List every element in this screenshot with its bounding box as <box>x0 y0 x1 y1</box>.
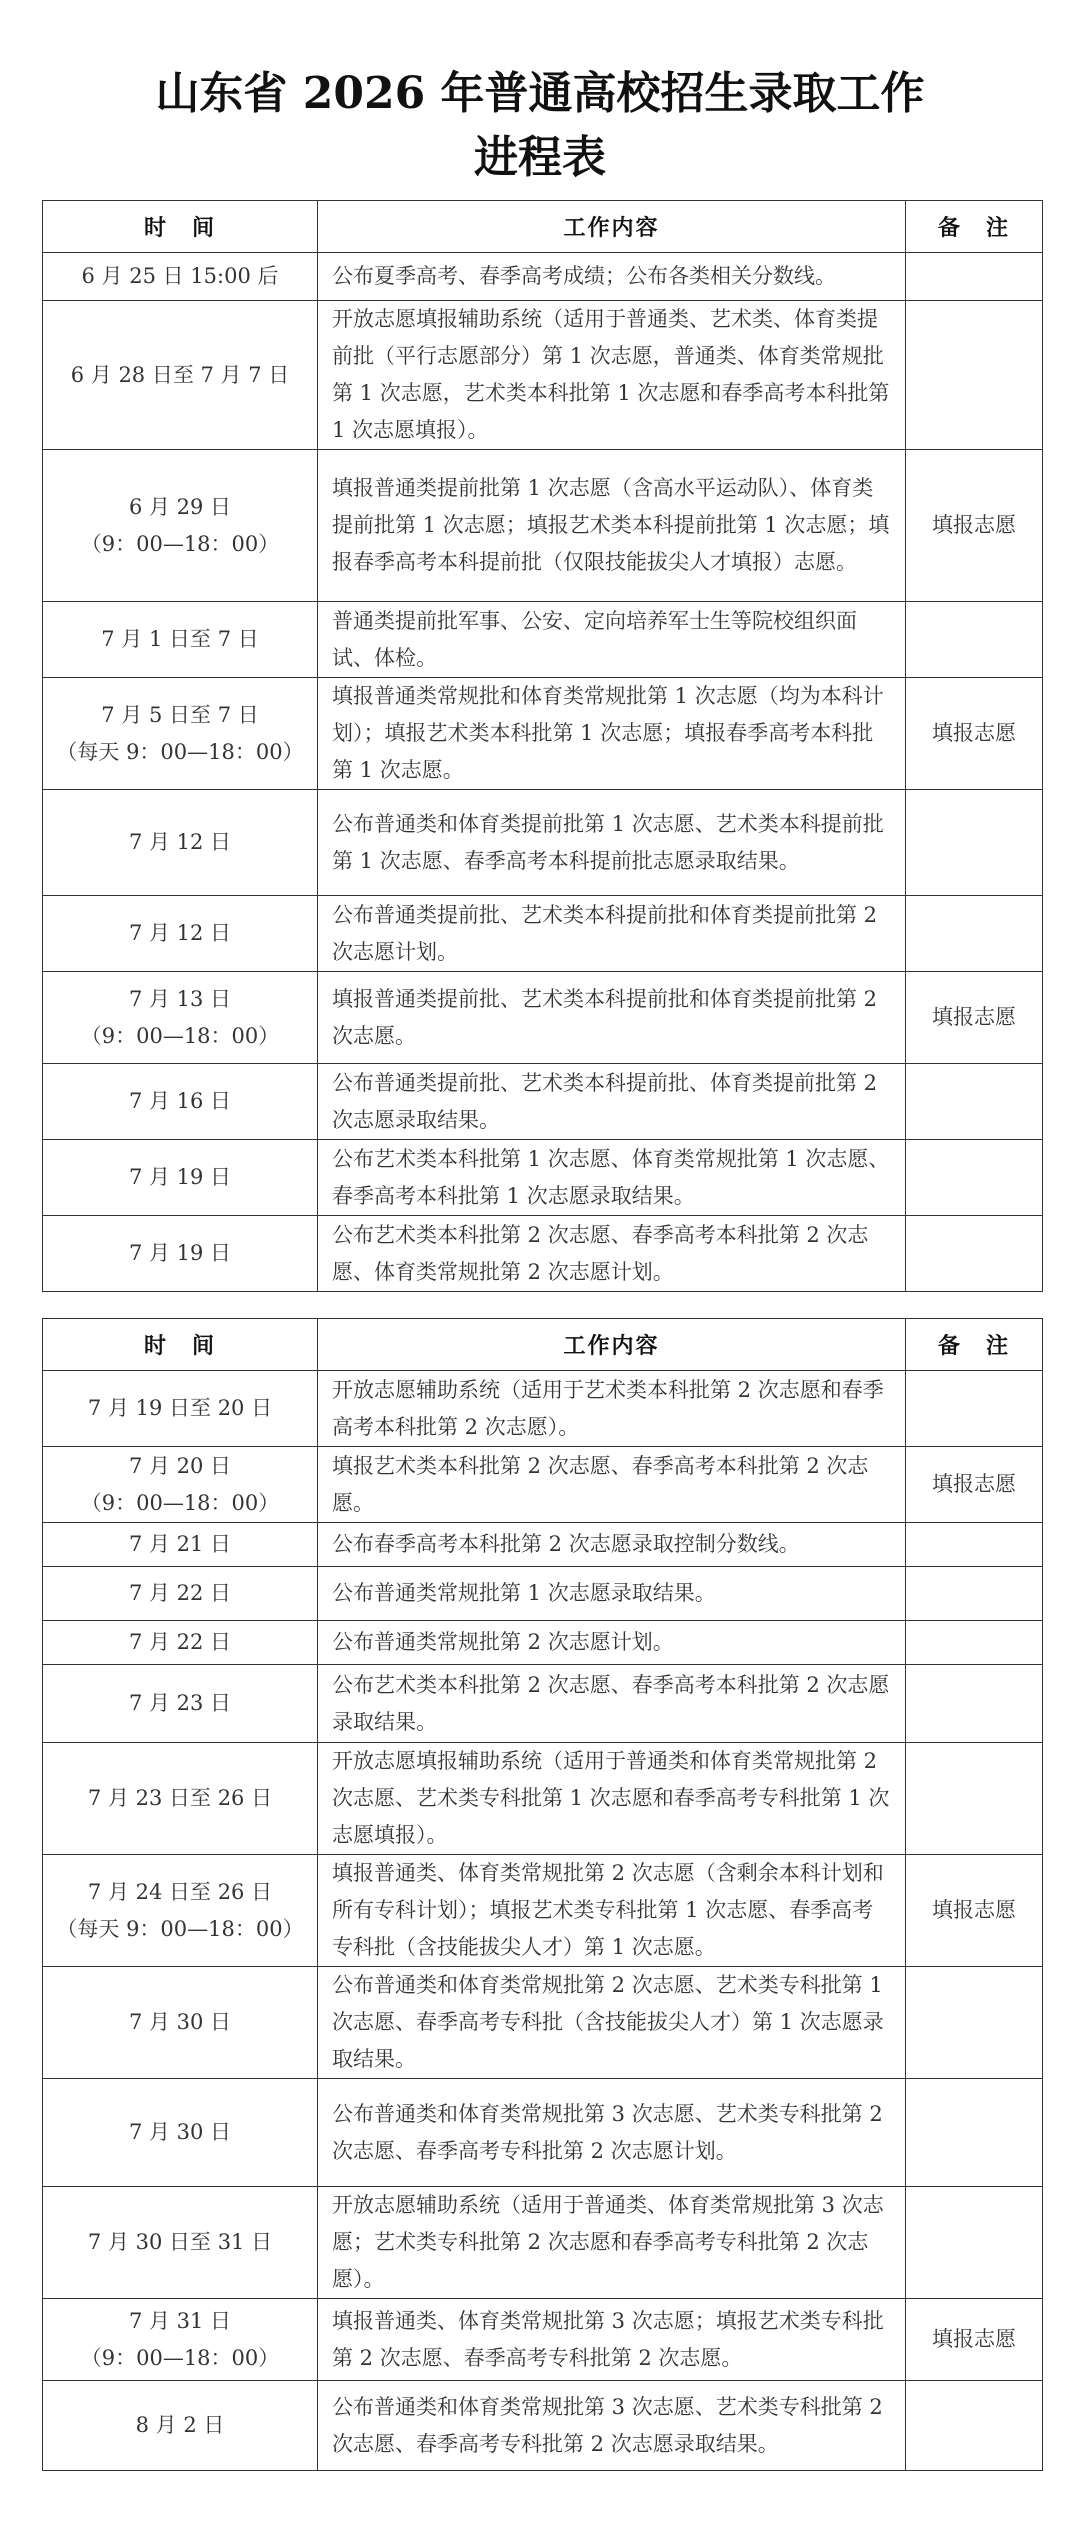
time-line: 7 月 12 日 <box>128 921 232 945</box>
table-row <box>43 301 1043 450</box>
cell-content: 公布普通类和体育类常规批第 3 次志愿、艺术类专科批第 2 次志愿、春季高考专科批第 2 次志愿计划。 <box>318 2079 906 2187</box>
table-header-row <box>43 1319 1043 1371</box>
cell-content: 公布普通类提前批、艺术类本科提前批、体育类提前批第 2 次志愿录取结果。 <box>318 1064 906 1140</box>
time-line: （9：00—18：00） <box>80 1023 280 1048</box>
cell-content: 填报普通类、体育类常规批第 3 次志愿；填报艺术类专科批第 2 次志愿、春季高考专科批第 2 次志愿。 <box>318 2299 906 2381</box>
cell-note: 填报志愿 <box>906 2299 1043 2381</box>
cell-note <box>906 1140 1043 1216</box>
cell-content: 公布春季高考本科批第 2 次志愿录取控制分数线。 <box>318 1523 906 1567</box>
cell-content: 开放志愿辅助系统（适用于普通类、体育类常规批第 3 次志愿；艺术类专科批第 2 次志愿和春季高考专科批第 2 次志愿）。 <box>318 2187 906 2299</box>
time-line: 7 月 31 日 <box>128 2308 232 2333</box>
cell-time <box>43 1064 318 1140</box>
cell-time <box>43 1855 318 1967</box>
cell-time <box>43 2299 318 2381</box>
table-row <box>43 1523 1043 1567</box>
time-line: 7 月 23 日至 26 日 <box>87 1786 273 1810</box>
time-line: 7 月 30 日 <box>128 2120 232 2144</box>
time-line: （每天 9：00—18：00） <box>56 739 304 764</box>
time-line: 6 月 28 日至 7 月 7 日 <box>70 362 290 387</box>
table-row <box>43 602 1043 678</box>
table-row <box>43 1064 1043 1140</box>
cell-content: 公布艺术类本科批第 1 次志愿、体育类常规批第 1 次志愿、春季高考本科批第 1 次志愿录取结果。 <box>318 1140 906 1216</box>
time-line: 7 月 12 日 <box>128 830 232 854</box>
time-line: 7 月 5 日至 7 日 <box>101 702 259 727</box>
table-row <box>43 2079 1043 2187</box>
time-line: 8 月 2 日 <box>135 2413 225 2437</box>
time-line: （9：00—18：00） <box>80 2345 280 2370</box>
table-row <box>43 253 1043 301</box>
table-row <box>43 1216 1043 1292</box>
table-row <box>43 450 1043 602</box>
table-row <box>43 896 1043 972</box>
cell-time <box>43 896 318 972</box>
time-line: 7 月 22 日 <box>128 1581 232 1605</box>
table-row <box>43 2381 1043 2471</box>
cell-note <box>906 1064 1043 1140</box>
table-row <box>43 1967 1043 2079</box>
cell-note <box>906 602 1043 678</box>
cell-note: 填报志愿 <box>906 678 1043 790</box>
cell-time <box>43 253 318 301</box>
cell-note <box>906 1523 1043 1567</box>
cell-time <box>43 1621 318 1665</box>
cell-time <box>43 678 318 790</box>
cell-content: 公布艺术类本科批第 2 次志愿、春季高考本科批第 2 次志愿录取结果。 <box>318 1665 906 1743</box>
cell-note <box>906 1743 1043 1855</box>
cell-time <box>43 1447 318 1523</box>
cell-note: 填报志愿 <box>906 1855 1043 1967</box>
time-line: （9：00—18：00） <box>80 1490 280 1515</box>
table-row <box>43 1371 1043 1447</box>
header-time: 时 间 <box>43 1319 318 1371</box>
table-row <box>43 1567 1043 1621</box>
cell-content: 公布普通类常规批第 1 次志愿录取结果。 <box>318 1567 906 1621</box>
cell-note <box>906 2079 1043 2187</box>
cell-content: 填报普通类、体育类常规批第 2 次志愿（含剩余本科计划和所有专科计划）；填报艺术类专科批第 1 次志愿、春季高考专科批（含技能拔尖人才）第 1 次志愿。 <box>318 1855 906 1967</box>
cell-time <box>43 1216 318 1292</box>
header-content: 工作内容 <box>318 201 906 253</box>
cell-time <box>43 1967 318 2079</box>
cell-note <box>906 1967 1043 2079</box>
time-line: 7 月 1 日至 7 日 <box>101 627 259 651</box>
cell-content: 填报普通类常规批和体育类常规批第 1 次志愿（均为本科计划）；填报艺术类本科批第 1 次志愿；填报春季高考本科批第 1 次志愿。 <box>318 678 906 790</box>
cell-note: 填报志愿 <box>906 972 1043 1064</box>
table-row <box>43 1447 1043 1523</box>
time-line: （每天 9：00—18：00） <box>56 1916 304 1941</box>
cell-content: 公布普通类提前批、艺术类本科提前批和体育类提前批第 2 次志愿计划。 <box>318 896 906 972</box>
cell-time <box>43 450 318 602</box>
cell-content: 开放志愿填报辅助系统（适用于普通类、艺术类、体育类提前批（平行志愿部分）第 1 次志愿，普通类、体育类常规批第 1 次志愿，艺术类本科批第 1 次志愿和春季高考本科批第 1 次志愿填报）。 <box>318 301 906 450</box>
header-time: 时 间 <box>43 201 318 253</box>
time-line: 7 月 13 日 <box>128 986 232 1011</box>
cell-note <box>906 790 1043 896</box>
cell-content: 填报艺术类本科批第 2 次志愿、春季高考本科批第 2 次志愿。 <box>318 1447 906 1523</box>
time-line: 7 月 20 日 <box>128 1453 232 1478</box>
time-line: 7 月 21 日 <box>128 1532 232 1556</box>
time-line: 7 月 19 日 <box>128 1241 232 1265</box>
cell-note: 填报志愿 <box>906 450 1043 602</box>
cell-content: 开放志愿辅助系统（适用于艺术类本科批第 2 次志愿和春季高考本科批第 2 次志愿）。 <box>318 1371 906 1447</box>
cell-time <box>43 1371 318 1447</box>
time-line: 6 月 25 日 15:00 后 <box>81 264 279 288</box>
time-line: （9：00—18：00） <box>80 531 280 556</box>
cell-content: 填报普通类提前批、艺术类本科提前批和体育类提前批第 2 次志愿。 <box>318 972 906 1064</box>
cell-time <box>43 1140 318 1216</box>
cell-content: 公布普通类和体育类常规批第 2 次志愿、艺术类专科批第 1 次志愿、春季高考专科批（含技能拔尖人才）第 1 次志愿录取结果。 <box>318 1967 906 2079</box>
table-row <box>43 2187 1043 2299</box>
cell-time <box>43 1523 318 1567</box>
time-line: 6 月 29 日 <box>128 494 232 519</box>
cell-note: 填报志愿 <box>906 1447 1043 1523</box>
header-note: 备 注 <box>906 201 1043 253</box>
cell-time <box>43 2381 318 2471</box>
cell-content: 普通类提前批军事、公安、定向培养军士生等院校组织面试、体检。 <box>318 602 906 678</box>
table-row <box>43 790 1043 896</box>
time-line: 7 月 19 日至 20 日 <box>87 1396 273 1420</box>
cell-time <box>43 790 318 896</box>
cell-note <box>906 1621 1043 1665</box>
cell-time <box>43 1665 318 1743</box>
cell-note <box>906 896 1043 972</box>
time-line: 7 月 30 日 <box>128 2010 232 2034</box>
cell-note <box>906 1216 1043 1292</box>
cell-content: 公布夏季高考、春季高考成绩；公布各类相关分数线。 <box>318 253 906 301</box>
title-line-1: 山东省 2026 年普通高校招生录取工作 <box>155 68 925 119</box>
cell-time <box>43 301 318 450</box>
table-row <box>43 1855 1043 1967</box>
cell-note <box>906 1371 1043 1447</box>
table-row <box>43 2299 1043 2381</box>
time-line: 7 月 22 日 <box>128 1630 232 1654</box>
time-line: 7 月 19 日 <box>128 1165 232 1189</box>
page-title <box>0 62 1080 190</box>
schedule-table-2 <box>42 1318 1043 2471</box>
cell-time <box>43 602 318 678</box>
cell-time <box>43 2079 318 2187</box>
cell-note <box>906 2187 1043 2299</box>
cell-note <box>906 253 1043 301</box>
cell-content: 开放志愿填报辅助系统（适用于普通类和体育类常规批第 2 次志愿、艺术类专科批第 1 次志愿和春季高考专科批第 1 次志愿填报）。 <box>318 1743 906 1855</box>
table-row <box>43 1140 1043 1216</box>
cell-time <box>43 1743 318 1855</box>
schedule-table-1 <box>42 200 1043 1292</box>
cell-note <box>906 1665 1043 1743</box>
cell-time <box>43 972 318 1064</box>
time-line: 7 月 24 日至 26 日 <box>87 1879 273 1904</box>
table-row <box>43 1665 1043 1743</box>
cell-note <box>906 301 1043 450</box>
table-row <box>43 972 1043 1064</box>
time-line: 7 月 23 日 <box>128 1691 232 1715</box>
table-header-row <box>43 201 1043 253</box>
cell-note <box>906 2381 1043 2471</box>
cell-time <box>43 2187 318 2299</box>
cell-content: 填报普通类提前批第 1 次志愿（含高水平运动队）、体育类提前批第 1 次志愿；填报艺术类本科提前批第 1 次志愿；填报春季高考本科提前批（仅限技能拔尖人才填报）志愿。 <box>318 450 906 602</box>
cell-content: 公布普通类和体育类提前批第 1 次志愿、艺术类本科提前批第 1 次志愿、春季高考本科提前批志愿录取结果。 <box>318 790 906 896</box>
header-content: 工作内容 <box>318 1319 906 1371</box>
cell-content: 公布普通类常规批第 2 次志愿计划。 <box>318 1621 906 1665</box>
time-line: 7 月 16 日 <box>128 1089 232 1113</box>
cell-content: 公布普通类和体育类常规批第 3 次志愿、艺术类专科批第 2 次志愿、春季高考专科批第 2 次志愿录取结果。 <box>318 2381 906 2471</box>
cell-time <box>43 1567 318 1621</box>
time-line: 7 月 30 日至 31 日 <box>87 2230 273 2254</box>
header-note: 备 注 <box>906 1319 1043 1371</box>
title-line-2: 进程表 <box>474 132 606 183</box>
table-row <box>43 1743 1043 1855</box>
cell-content: 公布艺术类本科批第 2 次志愿、春季高考本科批第 2 次志愿、体育类常规批第 2 次志愿计划。 <box>318 1216 906 1292</box>
table-row <box>43 1621 1043 1665</box>
cell-note <box>906 1567 1043 1621</box>
table-row <box>43 678 1043 790</box>
